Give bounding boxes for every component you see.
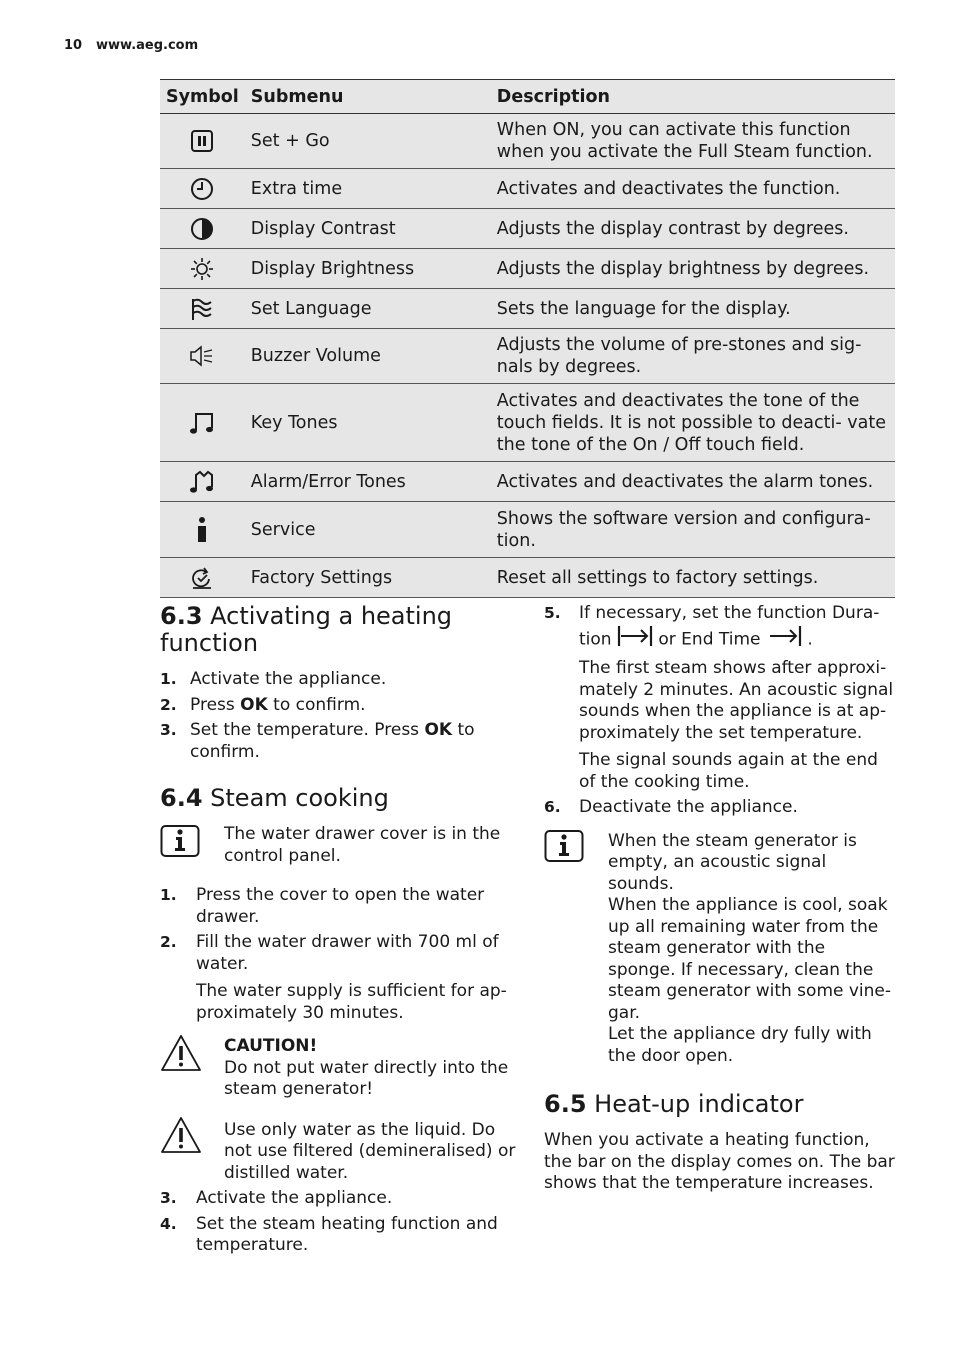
- submenu-label: Set Language: [245, 289, 491, 329]
- submenu-label: Service: [245, 502, 491, 558]
- brightness-icon: [160, 257, 245, 281]
- warning-icon: [160, 1034, 202, 1079]
- duration-icon: [617, 625, 653, 654]
- info-note-icon: [160, 820, 200, 867]
- submenu-label: Key Tones: [245, 384, 491, 462]
- description-cell: Sets the language for the display.: [491, 289, 895, 329]
- description-cell: Activates and deactivates the alarm tones.: [491, 462, 895, 502]
- col-description: Description: [491, 80, 895, 114]
- submenu-label: Alarm/Error Tones: [245, 462, 491, 502]
- description-cell: Adjusts the display contrast by degrees.: [491, 209, 895, 249]
- description-cell: Activates and deactivates the tone of the touch fields. It is not possible to deacti- vate the tone of the On / Off touch field.: [491, 384, 895, 462]
- contrast-icon: [160, 217, 245, 241]
- table-row: [160, 114, 895, 169]
- section-6-3-heading: 6.3 Activating a heating function: [160, 602, 453, 657]
- list-item: 4. Set the steam heating function and temperature.: [160, 1213, 498, 1255]
- speaker-icon: [160, 344, 245, 368]
- table-row: [160, 249, 895, 289]
- section-6-4-heading: 6.4 Steam cooking: [160, 784, 389, 812]
- page-header: [64, 38, 198, 53]
- submenu-table: [160, 79, 895, 598]
- music-note-icon: [160, 410, 245, 436]
- list-item: 3. Activate the appliance.: [160, 1188, 393, 1208]
- paragraph: The first steam shows after approxi- mately 2 minutes. An acoustic signal sounds when the appliance is at ap- proximately the set temperature.: [579, 658, 894, 743]
- list-item: 2. Fill the water drawer with 700 ml of water.: [160, 932, 499, 974]
- warning-icon: [160, 1116, 202, 1161]
- description-cell: Adjusts the display brightness by degrees.: [491, 249, 895, 289]
- paragraph: The signal sounds again at the end of the cooking time.: [579, 750, 878, 792]
- info-icon: [160, 516, 245, 544]
- description-cell: Activates and deactivates the function.: [491, 169, 895, 209]
- description-cell: Reset all settings to factory settings.: [491, 558, 895, 598]
- table-row: [160, 502, 895, 558]
- caution-note: [160, 1036, 520, 1101]
- left-column: [160, 603, 520, 1257]
- list-item: 6. Deactivate the appliance.: [544, 797, 798, 817]
- list-item: 1. Activate the appliance.: [160, 669, 387, 689]
- caution-text: Do not put water directly into the steam generator!: [224, 1057, 509, 1099]
- info-note: The water drawer cover is in the control panel.: [160, 824, 520, 867]
- warning-note: Use only water as the liquid. Do not use filtered (demineralised) or distilled water.: [160, 1120, 520, 1185]
- table-row: [160, 558, 895, 598]
- table-row: [160, 209, 895, 249]
- submenu-label: Display Contrast: [245, 209, 491, 249]
- info-note-icon: [544, 825, 584, 872]
- caution-title: CAUTION!: [224, 1036, 318, 1056]
- end-time-icon: [766, 625, 802, 654]
- description-cell: Shows the software version and configura- tion.: [491, 502, 895, 558]
- table-header-row: [160, 80, 895, 114]
- description-cell: When ON, you can activate this function when you activate the Full Steam function.: [491, 114, 895, 169]
- section-6-5-heading: 6.5 Heat-up indicator: [544, 1090, 804, 1118]
- table-row: [160, 329, 895, 384]
- list-item: 2. Press OK to confirm.: [160, 694, 366, 715]
- submenu-label: Extra time: [245, 169, 491, 209]
- submenu-label: Factory Settings: [245, 558, 491, 598]
- list-item: 5. If necessary, set the function Dura- tion or End Time .: [544, 603, 896, 653]
- section-6-5-text: When you activate a heating function, the bar on the display comes on. The bar shows that the temperature increases.: [544, 1130, 895, 1193]
- submenu-label: Set + Go: [245, 114, 491, 169]
- flag-icon: [160, 297, 245, 321]
- page-url: www.aeg.com: [96, 38, 199, 53]
- description-cell: Adjusts the volume of pre-stones and sig- nals by degrees.: [491, 329, 895, 384]
- supply-paragraph: The water supply is sufficient for ap- proximately 30 minutes.: [196, 981, 507, 1023]
- col-symbol: Symbol: [160, 80, 245, 114]
- table-row: [160, 462, 895, 502]
- table-row: [160, 384, 895, 462]
- table-row: [160, 289, 895, 329]
- factory-reset-icon: [160, 566, 245, 590]
- col-submenu: Submenu: [245, 80, 491, 114]
- set-go-icon: [160, 129, 245, 153]
- submenu-label: Buzzer Volume: [245, 329, 491, 384]
- table-row: [160, 169, 895, 209]
- list-item: 3. Set the temperature. Press OK to confirm.: [160, 720, 475, 762]
- right-column: [544, 603, 896, 1195]
- clock-icon: [160, 177, 245, 201]
- page-number: 10: [64, 38, 83, 53]
- info-note: When the steam generator is empty, an acoustic signal sounds. When the appliance is cool, soak up all remaining water from the steam generator with the sponge. If necessary, clean the steam generator with some vine- gar. Let the appliance dry fully with the door open.: [544, 831, 896, 1068]
- alarm-tone-icon: [160, 469, 245, 495]
- submenu-label: Display Brightness: [245, 249, 491, 289]
- list-item: 1. Press the cover to open the water drawer.: [160, 885, 485, 927]
